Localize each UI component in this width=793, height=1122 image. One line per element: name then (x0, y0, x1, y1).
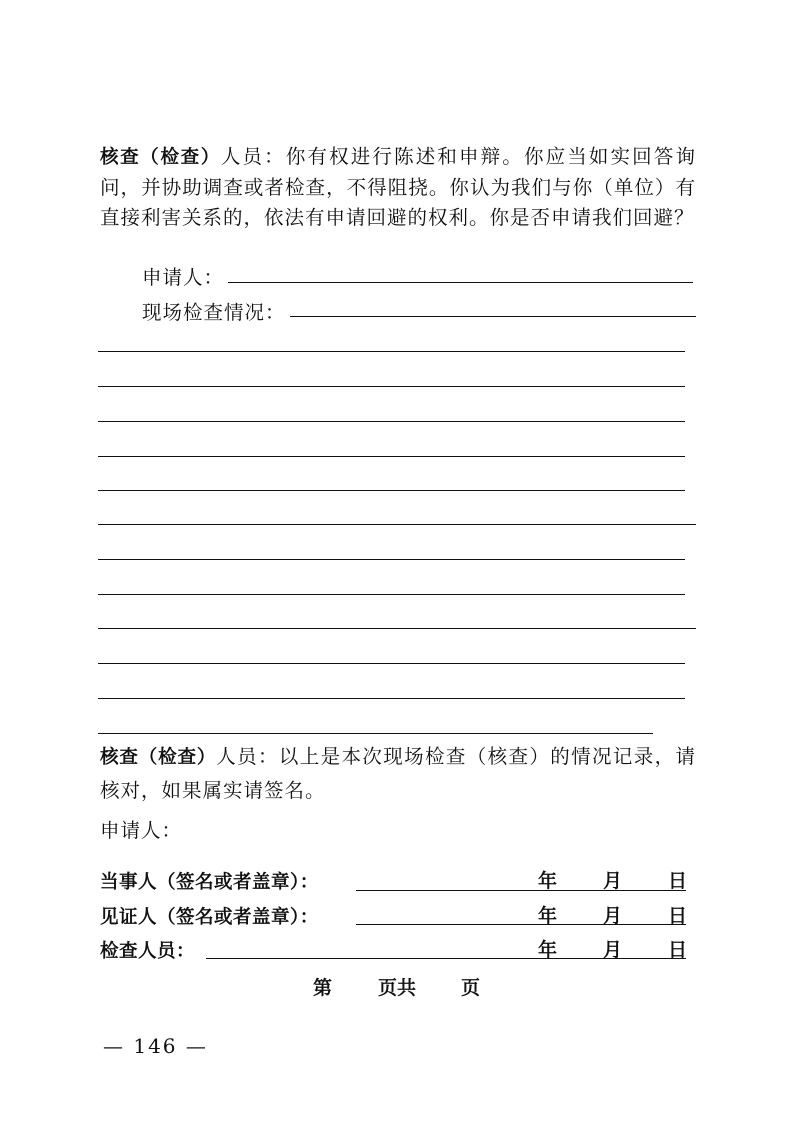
inspection-label: 现场检查情况： (142, 301, 286, 324)
intro-label: 核查（检查） (100, 147, 221, 168)
blank-line[interactable] (98, 663, 685, 664)
blank-line[interactable] (98, 351, 685, 352)
blank-line[interactable] (98, 524, 696, 525)
blank-line[interactable] (98, 628, 696, 629)
intro-text: 人员：你有权进行陈述和申辩。你应当如实回答询问，并协助调查或者检查，不得阻挠。你认为我们与你（单位）有直接利害关系的，依法有申请回避的权利。你是否申请我们回避？ (100, 145, 696, 229)
party-signature-label: 当事人（签名或者盖章）： (100, 872, 319, 893)
blank-line[interactable] (98, 421, 685, 422)
confirm-paragraph (100, 740, 696, 807)
party-year: 年 (538, 870, 558, 892)
witness-month: 月 (603, 905, 623, 927)
blank-line[interactable] (98, 698, 685, 699)
confirm-text: 人员：以上是本次现场检查（核查）的情况记录，请核对，如果属实请签名。 (100, 745, 696, 802)
witness-signature-label: 见证人（签名或者盖章）： (100, 907, 319, 928)
inspector-month: 月 (603, 939, 623, 961)
blank-line[interactable] (98, 733, 653, 734)
inspector-day: 日 (668, 939, 688, 961)
applicant-label: 申请人： (142, 266, 225, 289)
blank-line[interactable] (98, 386, 685, 387)
page-info-ye-gong: 页共 (378, 977, 417, 999)
confirm-label: 核查（检查） (100, 747, 217, 768)
blank-line[interactable] (98, 559, 685, 560)
intro-paragraph (100, 142, 696, 233)
blank-line[interactable] (98, 456, 685, 457)
page-info-di: 第 (313, 977, 333, 999)
page-info-ye: 页 (461, 977, 481, 999)
witness-day: 日 (668, 905, 688, 927)
inspector-year: 年 (538, 939, 558, 961)
page-number: — 146 — (103, 1034, 208, 1058)
blank-line[interactable] (98, 490, 685, 491)
confirm-applicant-label: 申请人： (100, 819, 183, 842)
blank-line[interactable] (98, 594, 685, 595)
inspection-input-line[interactable] (290, 316, 696, 317)
witness-signature-line[interactable] (356, 924, 686, 925)
party-signature-line[interactable] (356, 890, 686, 891)
witness-year: 年 (538, 905, 558, 927)
party-month: 月 (603, 870, 623, 892)
inspector-signature-label: 检查人员： (100, 941, 196, 962)
applicant-input-line[interactable] (228, 282, 693, 283)
party-day: 日 (668, 870, 688, 892)
